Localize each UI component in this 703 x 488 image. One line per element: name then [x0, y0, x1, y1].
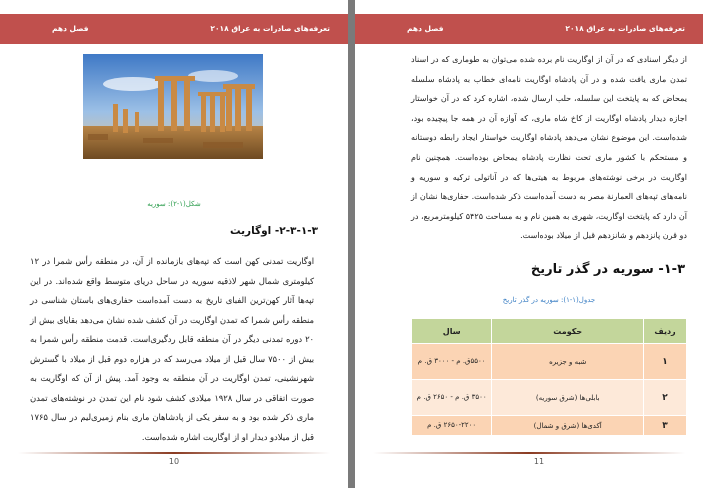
page-header [0, 14, 348, 44]
body-paragraph: از دیگر اسنادی که در آن از اوگاریت نام برده شده می‌توان به طوماری که در اسناد تمدن ماری یافت شده و در آن پادشاه اوگاریت نامه‌ای خطاب به پادشاه سلسله یمحاض که به پایتخت این سلسله، حلب ارسال شده، اشاره کرد که در آن خواستار اجازه دیدار پادشاه اوگاریت از کاخ شاه ماری، که آوازه آن در همه جا پیچیده بود، شده‌است. این موضوع نشان می‌دهد پادشاه اوگاریت خواستار ایجاد رابطه دوستانه و مستحکم با کشور ماری تحت نظارت پادشاه یمحاض بوده‌است. همچنین نام اوگاریت در برخی نوشته‌های مربوط به هیتی‌ها که در آناتولی ترکیه و سوریه و نامه‌های تپه‌های العمارنة مصر به دست آمده‌است ذکر شده‌است. حفاری‌ها نشان از آن دارد که پایتخت اوگاریت، شهری به همین نام و به مساحت ۵۴۲۵ کیلومترمربع، در دو قرن پانزدهم و شانزدهم قبل از میلاد بوده‌است. [411, 55, 687, 241]
row-number: ۱ [644, 344, 687, 380]
table-header-row [412, 319, 687, 344]
row-government: بابلی‌ها (شرق سوریه) [492, 380, 644, 416]
section-heading: ۲-۳-۱-۳- اوگاریت [229, 225, 318, 237]
right-page [355, 0, 703, 488]
table-caption: جدول(۱-۱): سوریه در گذر تاریخ [502, 296, 596, 304]
palmyra-ruins-photo [83, 54, 263, 159]
row-number: ۳ [644, 416, 687, 436]
page-number: 11 [533, 457, 545, 466]
history-table [411, 318, 687, 436]
page-number: 10 [168, 457, 180, 466]
header-title: تعرفه‌های صادرات به عراق ۲۰۱۸ [565, 24, 685, 33]
table-row [412, 344, 687, 380]
col-header-government: حکومت [492, 319, 644, 344]
row-government: شبه و جزیره [492, 344, 644, 380]
table-row [412, 380, 687, 416]
row-year: ۵۵۰۰ق. م - ۳۰۰۰ ق. م [412, 344, 492, 380]
row-number: ۲ [644, 380, 687, 416]
header-title: تعرفه‌های صادرات به عراق ۲۰۱۸ [210, 24, 330, 33]
page-header [355, 14, 703, 44]
col-header-number: ردیف [644, 319, 687, 344]
row-year: ۲۶۵۰-۲۲۰۰ ق. م [412, 416, 492, 436]
header-chapter: فصل دهم [407, 24, 444, 33]
col-header-year: سال [412, 319, 492, 344]
header-chapter: فصل دهم [52, 24, 89, 33]
body-paragraph: اوگاریت تمدنی کهن است که تپه‌های بازمانده از آن، در منطقه رأس شمرا در ۱۲ کیلومتری شمال شهر لاذقیه سوریه در ساحل دریای متوسط واقع شده‌اند. در این تپه‌ها آثار کهن‌ترین الفبای تاریخ به دست آمده‌است حفاری‌های باستان شناسی در منطقه رأس شمرا که تمدن اوگاریت در آن کشف شده نشان می‌دهد بقایای بیش از ۲۰ دوره تمدنی دیگر در آن منطقه قابل ردگیری‌است. قدمت منطقه رأس شمرا به بیش از ۷۵۰۰ سال قبل از میلاد می‌رسد که در هزاره دوم قبل از میلاد با گسترش شهرنشینی، تمدن اوگاریت در آن منطقه به وجود آمد. پیش از آن که اوگاریت به صورت اتفاقی در سال ۱۹۲۸ میلادی کشف شود نام این تمدن در نوشته‌های تمدن ماری ذکر شده بود و به سفر یکی از پادشاهان ماری بنام زمیری‌لیم در سال ۱۷۶۵ قبل از میلادو دیدار او از اوگاریت اشاره شده‌است. [30, 256, 315, 442]
footer-rule [373, 452, 685, 454]
left-page [0, 0, 348, 488]
row-government: آکدی‌ها (شرق و شمال) [492, 416, 644, 436]
footer-rule [18, 452, 330, 454]
table-row [412, 416, 687, 436]
row-year: ۳۵۰۰ ق. م - ۲۶۵۰ ق. م [412, 380, 492, 416]
section-heading: ۱-۳- سوریه در گذر تاریخ [530, 262, 685, 277]
figure-caption: شکل(۱-۲): سوریه [147, 200, 201, 208]
